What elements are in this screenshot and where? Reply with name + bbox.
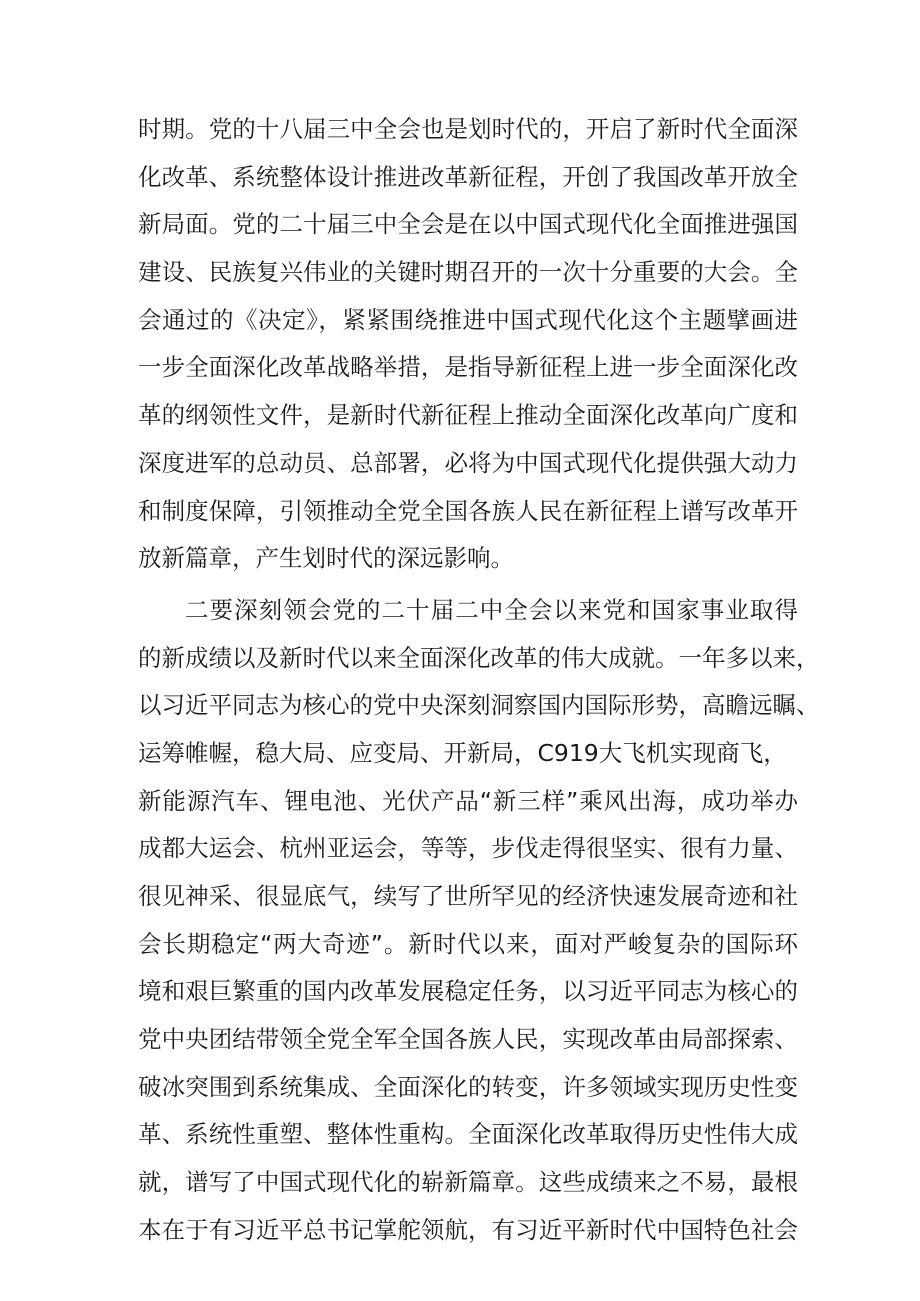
text-line: 破冰突围到系统集成、全面深化的转变，许多领域实现历史性变 [138, 1072, 798, 1101]
text-line: 以习近平同志为核心的党中央深刻洞察国内国际形势，高瞻远瞩、 [138, 691, 820, 720]
text-line: 时期。党的十八届三中全会也是划时代的，开启了新时代全面深 [138, 115, 798, 143]
text-line: 新局面。党的二十届三中全会是在以中国式现代化全面推进强国 [138, 210, 798, 239]
text-line: 一步全面深化改革战略举措，是指导新征程上进一步全面深化改 [138, 353, 798, 382]
text-line: 成都大运会、杭州亚运会，等等，步伐走得很坚实、很有力量、 [138, 834, 798, 863]
text-line: 二要深刻领会党的二十届二中全会以来党和国家事业取得 [185, 595, 798, 624]
paragraph-1 [138, 106, 798, 583]
document-body [138, 106, 820, 1255]
text-line: 深度进军的总动员、总部署，必将为中国式现代化提供强大动力 [138, 448, 798, 477]
text-line: 革的纲领性文件，是新时代新征程上推动全面深化改革向广度和 [138, 401, 798, 430]
text-line: 的新成绩以及新时代以来全面深化改革的伟大成就。一年多以来， [138, 643, 820, 672]
paragraph-2 [138, 587, 820, 1255]
text-line: 运筹帷幄，稳大局、应变局、开新局，C919大飞机实现商飞， [138, 738, 787, 767]
text-line: 会长期稳定“两大奇迹”。新时代以来，面对严峻复杂的国际环 [138, 929, 798, 958]
text-line: 党中央团结带领全党全军全国各族人民，实现改革由局部探索、 [138, 1025, 798, 1054]
text-line: 建设、民族复兴伟业的关键时期召开的一次十分重要的大会。全 [138, 258, 798, 287]
text-line: 革、系统性重塑、整体性重构。全面深化改革取得历史性伟大成 [138, 1120, 798, 1149]
text-line: 新能源汽车、锂电池、光伏产品“新三样”乘风出海，成功举办 [138, 786, 798, 815]
text-line: 就，谱写了中国式现代化的崭新篇章。这些成绩来之不易，最根 [138, 1168, 798, 1197]
text-line: 放新篇章，产生划时代的深远影响。 [138, 544, 514, 573]
text-line: 和制度保障，引领推动全党全国各族人民在新征程上谱写改革开 [138, 496, 798, 525]
text-line: 会通过的《决定》，紧紧围绕推进中国式现代化这个主题擘画进 [138, 305, 798, 334]
text-line: 本在于有习近平总书记掌舵领航，有习近平新时代中国特色社会 [138, 1215, 798, 1244]
text-line: 化改革、系统整体设计推进改革新征程，开创了我国改革开放全 [138, 162, 798, 191]
text-line: 很见神采、很显底气，续写了世所罕见的经济快速发展奇迹和社 [138, 882, 798, 910]
text-line: 境和艰巨繁重的国内改革发展稳定任务，以习近平同志为核心的 [138, 977, 798, 1006]
